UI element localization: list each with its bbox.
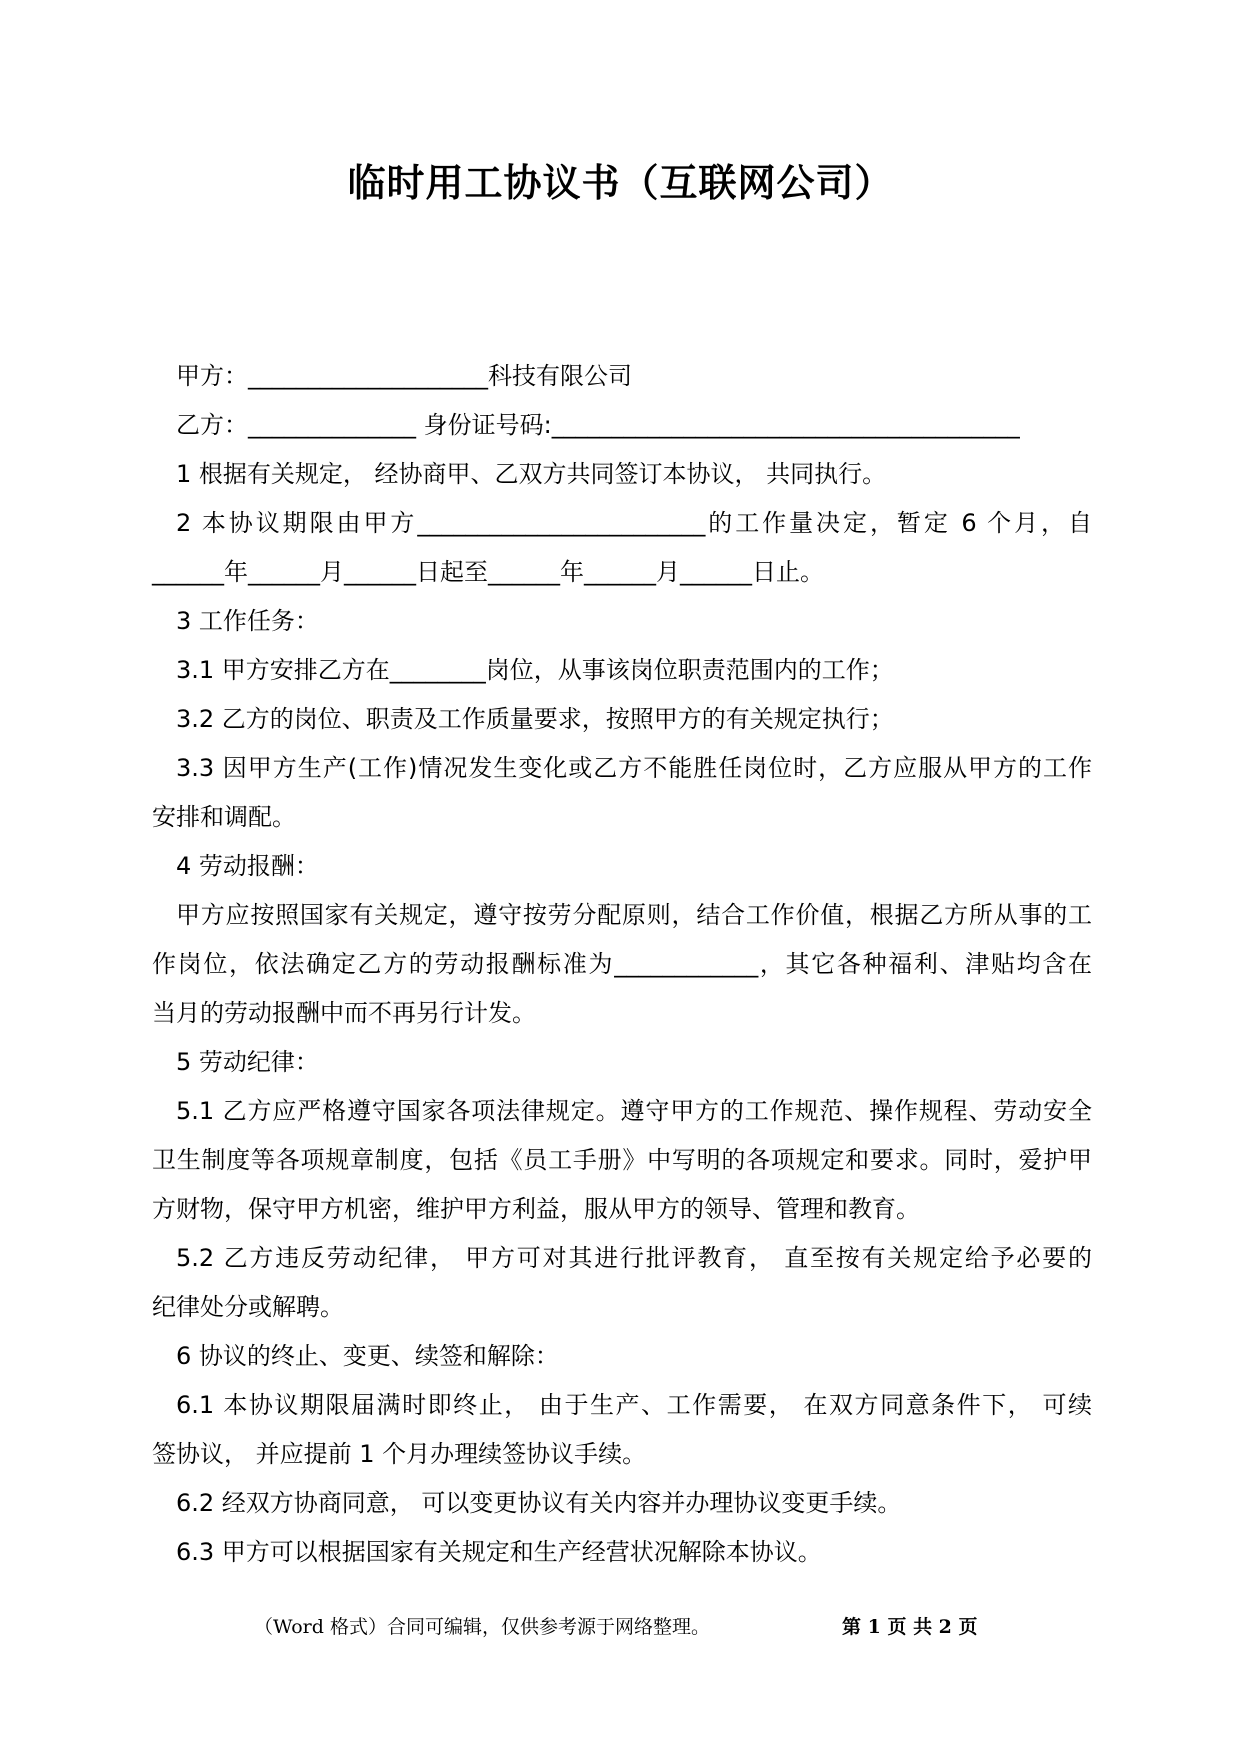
paragraph-line: 5 劳动纪律： bbox=[176, 1048, 319, 1076]
document-body bbox=[152, 352, 1092, 1577]
paragraph-line: 3.2 乙方的岗位、职责及工作质量要求，按照甲方的有关规定执行； bbox=[176, 705, 894, 733]
paragraph-line: 方财物，保守甲方机密，维护甲方利益，服从甲方的领导、管理和教育。 bbox=[152, 1195, 920, 1223]
page-number: 第 1 页 共 2 页 bbox=[842, 1616, 978, 1638]
paragraph-line: 6.2 经双方协商同意， 可以变更协议有关内容并办理协议变更手续。 bbox=[176, 1489, 902, 1517]
paragraph-line: 2 本协议期限由甲方________________________的工作量决定，暂定 6 个月，自 bbox=[176, 509, 1092, 537]
paragraph-line: ______年______月______日起至______年______月______日止。 bbox=[152, 558, 824, 586]
paragraph-line: 甲方：____________________科技有限公司 bbox=[176, 362, 632, 390]
paragraph-line: 1 根据有关规定， 经协商甲、乙双方共同签订本协议， 共同执行。 bbox=[176, 460, 887, 488]
paragraph-line: 安排和调配。 bbox=[152, 803, 296, 831]
page-footer bbox=[0, 1612, 1241, 1642]
paragraph-line: 6.3 甲方可以根据国家有关规定和生产经营状况解除本协议。 bbox=[176, 1538, 822, 1566]
paragraph-line: 3.3 因甲方生产(工作)情况发生变化或乙方不能胜任岗位时，乙方应服从甲方的工作 bbox=[176, 754, 1092, 782]
paragraph-line: 6 协议的终止、变更、续签和解除： bbox=[176, 1342, 559, 1370]
paragraph-line: 5.1 乙方应严格遵守国家各项法律规定。遵守甲方的工作规范、操作规程、劳动安全 bbox=[176, 1097, 1092, 1125]
paragraph-line: 5.2 乙方违反劳动纪律， 甲方可对其进行批评教育， 直至按有关规定给予必要的 bbox=[176, 1244, 1092, 1272]
paragraph-line: 作岗位，依法确定乙方的劳动报酬标准为____________，其它各种福利、津贴均含在 bbox=[152, 950, 1092, 978]
paragraph-line: 签协议， 并应提前 1 个月办理续签协议手续。 bbox=[152, 1440, 647, 1468]
paragraph-line: 乙方：______________ 身份证号码:_______________________________________ bbox=[176, 411, 1020, 439]
paragraph-line: 4 劳动报酬： bbox=[176, 852, 319, 880]
paragraph-line: 甲方应按照国家有关规定，遵守按劳分配原则，结合工作价值，根据乙方所从事的工 bbox=[176, 901, 1092, 929]
paragraph-line: 当月的劳动报酬中而不再另行计发。 bbox=[152, 999, 536, 1027]
footer-note: （Word 格式）合同可编辑，仅供参考源于网络整理。 bbox=[254, 1616, 710, 1638]
paragraph-line: 3.1 甲方安排乙方在________岗位，从事该岗位职责范围内的工作； bbox=[176, 656, 894, 684]
paragraph-line: 卫生制度等各项规章制度，包括《员工手册》中写明的各项规定和要求。同时，爱护甲 bbox=[152, 1146, 1092, 1174]
paragraph-line: 纪律处分或解聘。 bbox=[152, 1293, 344, 1321]
paragraph-line: 3 工作任务： bbox=[176, 607, 319, 635]
document-title: 临时用工协议书（互联网公司） bbox=[347, 161, 894, 205]
paragraph-line: 6.1 本协议期限届满时即终止， 由于生产、工作需要， 在双方同意条件下， 可续 bbox=[176, 1391, 1092, 1419]
